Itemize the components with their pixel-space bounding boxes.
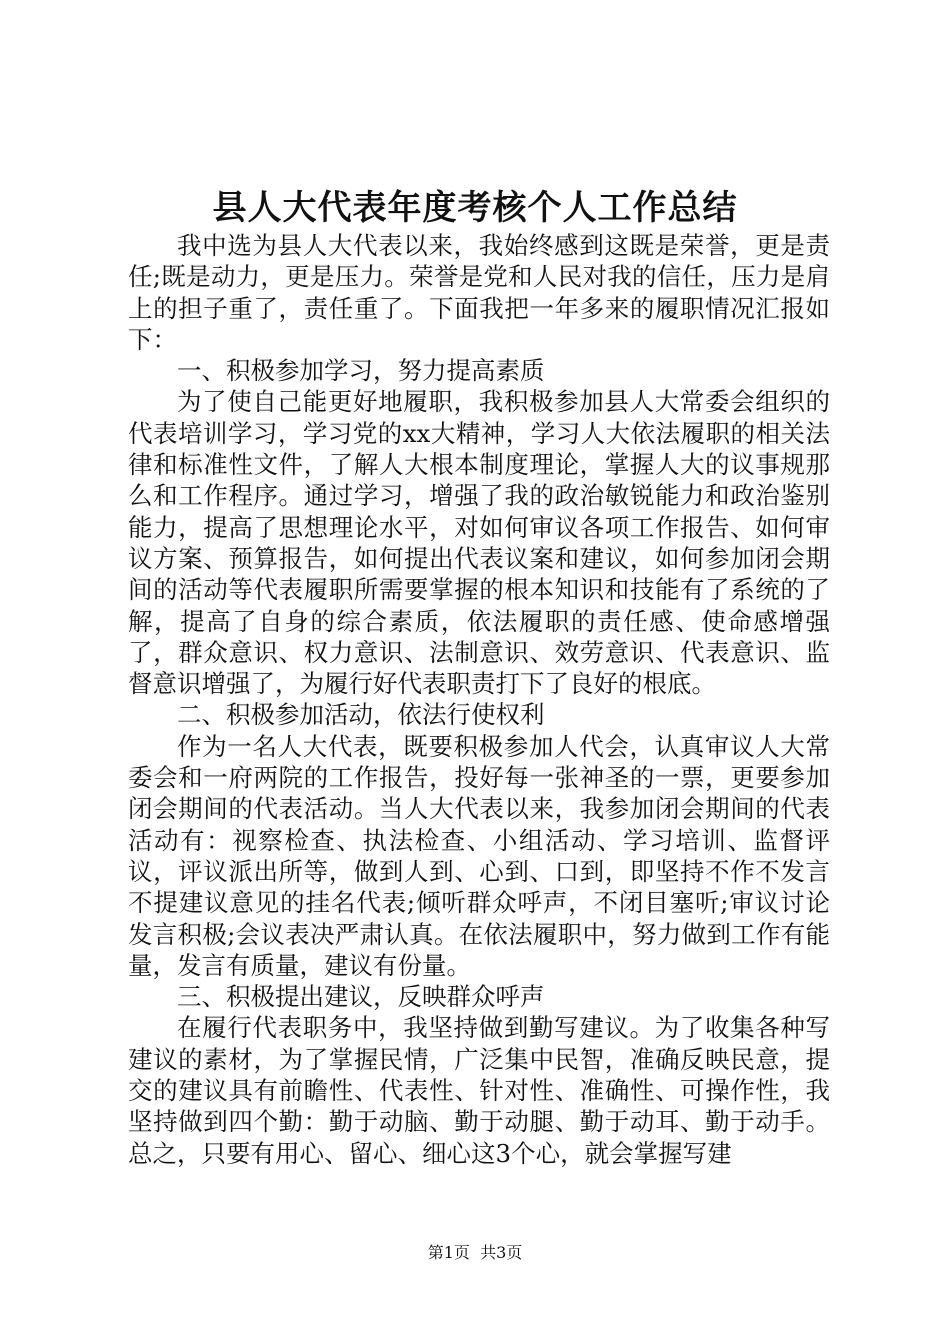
document-title: 县人大代表年度考核个人工作总结 (212, 188, 738, 228)
section-heading-2: 二、积极参加活动，依法行使权利 (177, 700, 545, 730)
paragraph-section-1: 为了使自己能更好地履职，我积极参加县人大常委会组织的代表培训学习，学习党的xx大精神，学习人大依法履职的相关法律和标准性文件，了解人大根本制度理论，掌握人大的议事规那么和工作程序。通过学习，增强了我的政治敏锐能力和政治鉴别能力，提高了思想理论水平，对如何审议各项工作报告、如何审议方案、预算报告，如何提出代表议案和建议，如何参加闭会期间的活动等代表履职所需要掌握的根本知识和技能有了系统的了解，提高了自身的综合素质，依法履职的责任感、使命感增强了，群众意识、权力意识、法制意识、效劳意识、代表意识、监督意识增强了，为履行好代表职责打下了良好的根底。 (128, 387, 830, 699)
document-body (128, 230, 830, 1169)
section-heading-1: 一、积极参加学习，努力提高素质 (177, 356, 545, 386)
paragraph-intro: 我中选为县人大代表以来，我始终感到这既是荣誉，更是责任;既是动力，更是压力。荣誉是党和人民对我的信任，压力是肩上的担子重了，责任重了。下面我把一年多来的履职情况汇报如下： (128, 231, 830, 354)
paragraph-section-2: 作为一名人大代表，既要积极参加人代会，认真审议人大常委会和一府两院的工作报告，投好每一张神圣的一票，更要参加闭会期间的代表活动。当人大代表以来，我参加闭会期间的代表活动有：视察检查、执法检查、小组活动、学习培训、监督评议，评议派出所等，做到人到、心到、口到，即坚持不作不发言不提建议意见的挂名代表;倾听群众呼声，不闭目塞听;审议讨论发言积极;会议表决严肃认真。在依法履职中，努力做到工作有能量，发言有质量，建议有份量。 (128, 731, 830, 980)
page-number: 第1页 共3页 (427, 1243, 523, 1262)
section-heading-3: 三、积极提出建议，反映群众呼声 (177, 982, 545, 1012)
page-footer (0, 1242, 950, 1264)
paragraph-section-3: 在履行代表职务中，我坚持做到勤写建议。为了收集各种写建议的素材，为了掌握民情，广泛集中民智，准确反映民意，提交的建议具有前瞻性、代表性、针对性、准确性、可操作性，我坚持做到四个勤：勤于动脑、勤于动腿、勤于动耳、勤于动手。总之，只要有用心、留心、细心这3个心，就会掌握写建 (128, 1013, 830, 1168)
